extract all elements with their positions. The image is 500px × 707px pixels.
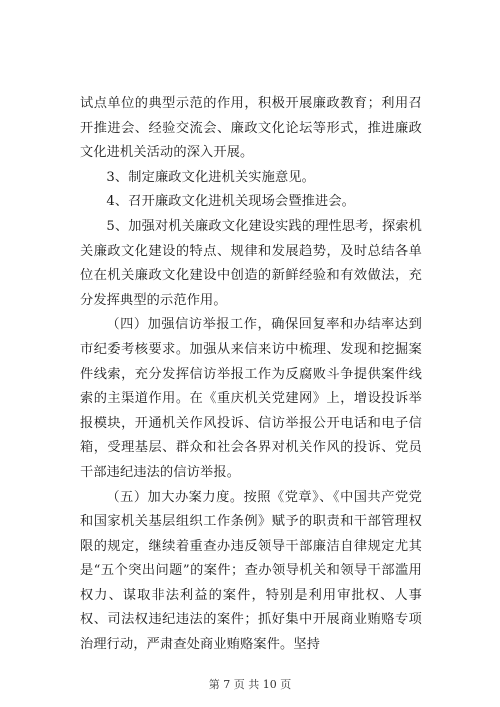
- paragraph-item-3: 3、制定廉政文化进机关实施意见。: [106, 169, 315, 185]
- document-body: [80, 92, 422, 658]
- paragraph-continuation: 试点单位的典型示范的作用，积极开展廉政教育；利用召开推进会、经验交流会、廉政文化论坛等形式，推进廉政文化进机关活动的深入开展。: [80, 96, 422, 161]
- paragraph-section-4: （四）加强信访举报工作，确保回复率和办结率达到市纪委考核要求。加强从来信来访中梳理、发现和挖掘案件线索，充分发挥信访举报工作为反腐败斗争提供案件线索的主渠道作用。在《重庆机关党建网》上，增设投诉举报模块，开通机关作风投诉、信访举报公开电话和电子信箱，受理基层、群众和社会各界对机关作风的投诉、党员干部违纪违法的信访举报。: [80, 317, 422, 480]
- paragraph-item-4: 4、召开廉政文化进机关现场会暨推进会。: [106, 194, 356, 210]
- paragraph-item-5: 5、加强对机关廉政文化建设实践的理性思考，探索机关廉政文化建设的特点、规律和发展趋势，及时总结各单位在机关廉政文化建设中创造的新鲜经验和有效做法，充分发挥典型的示范作用。: [80, 218, 422, 308]
- paragraph-section-5: （五）加大办案力度。按照《党章》、《中国共产党党和国家机关基层组织工作条例》赋予的职责和干部管理权限的规定，继续着重查办违反领导干部廉洁自律规定尤其是“五个突出问题”的案件；查办领导机关和领导干部滥用权力、谋取非法利益的案件，特别是利用审批权、人事权、司法权违纪违法的案件；抓好集中开展商业贿赂专项治理行动，严肃查处商业贿赂案件。坚持: [80, 489, 422, 653]
- page-number-footer: 第 7 页 共 10 页: [208, 678, 292, 691]
